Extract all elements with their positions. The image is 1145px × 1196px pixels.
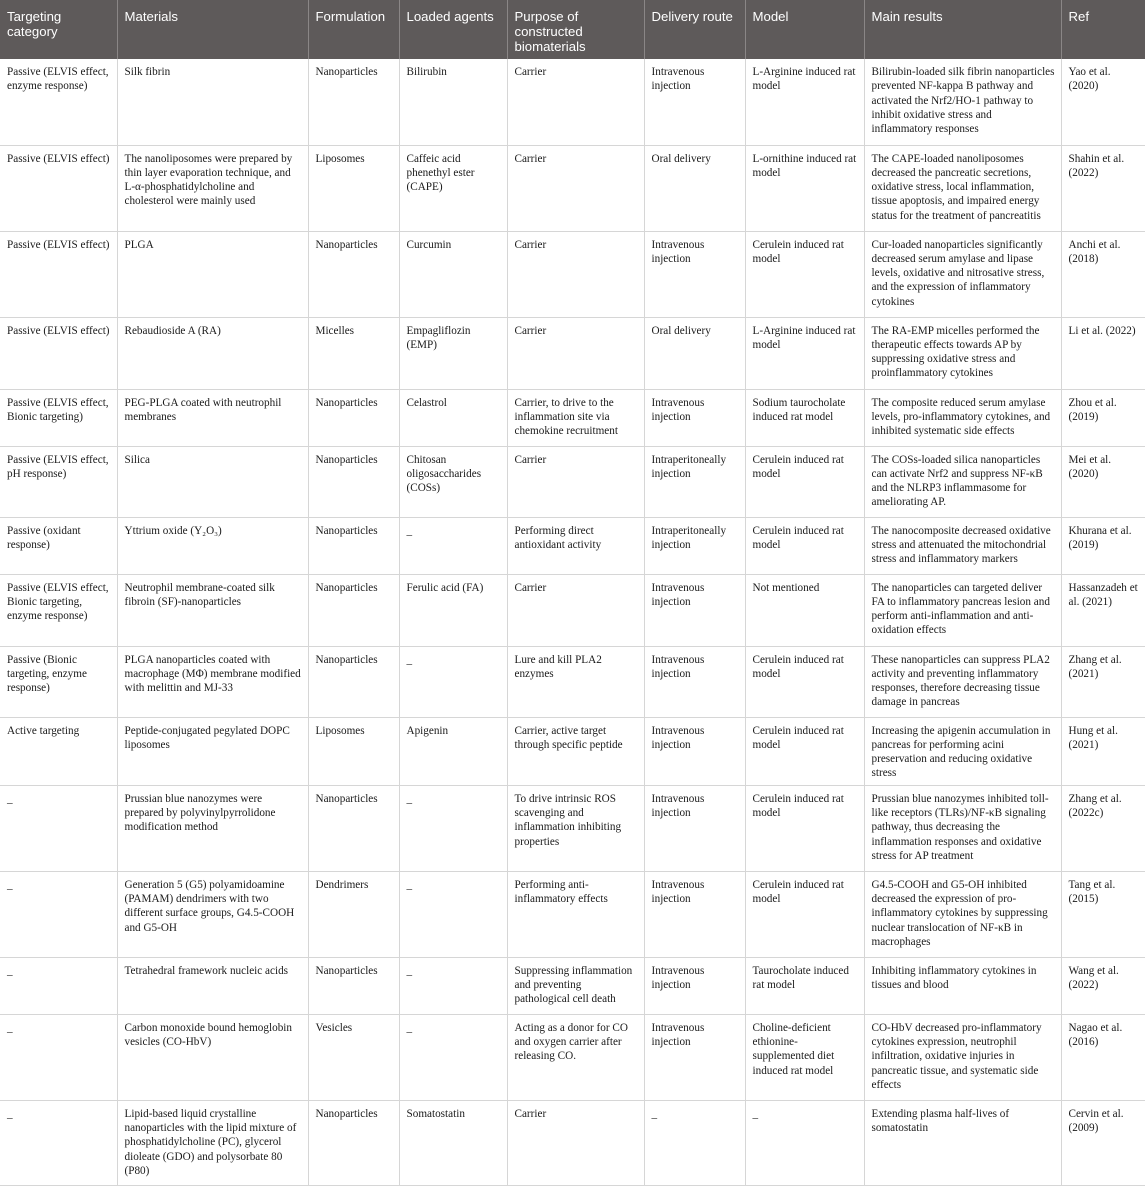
- main-results-cell: [864, 317, 1061, 389]
- cell-text: Not mentioned: [752, 581, 820, 594]
- cell-text: Nanoparticles: [315, 792, 378, 805]
- cell-text: These nanoparticles can suppress PLA2 activity and preventing inflammatory responses, therefore decreasing tissue damage in pancreas: [871, 653, 1050, 709]
- header-ref: Ref: [1061, 0, 1145, 59]
- cell-text: Active targeting: [7, 724, 80, 737]
- cell-text: _: [7, 792, 13, 805]
- cell-text: Cervin et al. (2009): [1068, 1107, 1124, 1134]
- cell-text: Sodium taurocholate induced rat model: [752, 396, 846, 423]
- targeting-category-cell: [0, 145, 117, 231]
- cell-text: L-ornithine induced rat model: [752, 152, 857, 179]
- cell-text: _: [406, 1021, 413, 1034]
- model-cell: [745, 957, 864, 1014]
- formulation-cell: [308, 574, 399, 646]
- cell-text: Nanoparticles: [315, 581, 378, 594]
- cell-text: Carbon monoxide bound hemoglobin vesicles (CO-HbV): [124, 1021, 292, 1048]
- cell-text: Passive (oxidant response): [7, 524, 81, 551]
- materials-cell: [117, 1014, 308, 1100]
- ref-cell: [1061, 871, 1145, 957]
- targeting-category-cell: [0, 231, 117, 317]
- cell-text: Cerulein induced rat model: [752, 653, 844, 680]
- ref-cell: [1061, 717, 1145, 785]
- cell-text: Increasing the apigenin accumulation in pancreas for performing acini preservation and reducing oxidative stress: [871, 724, 1051, 780]
- ref-cell: [1061, 574, 1145, 646]
- cell-text: Prussian blue nanozymes inhibited toll-like receptors (TLRs)/NF-κB signaling pathway, thus decreasing the inflammation responses and oxidative stress for AP treatment: [871, 792, 1049, 862]
- delivery-route-cell: [644, 717, 745, 785]
- main-results-cell: [864, 957, 1061, 1014]
- materials-cell: [117, 231, 308, 317]
- cell-text: _: [406, 878, 413, 891]
- cell-text: Oral delivery: [651, 324, 711, 337]
- cell-text: Chitosan oligosaccharides (COSs): [406, 453, 482, 495]
- cell-text: Apigenin: [406, 724, 449, 737]
- delivery-route-cell: [644, 871, 745, 957]
- formulation-cell: [308, 785, 399, 871]
- targeting-category-cell: [0, 59, 117, 145]
- loaded-agents-cell: [399, 59, 507, 145]
- formulation-cell: [308, 717, 399, 785]
- cell-text: Tetrahedral framework nucleic acids: [124, 964, 289, 977]
- cell-text: Carrier, active target through specific peptide: [514, 724, 623, 751]
- purpose-cell: [507, 1014, 644, 1100]
- loaded-agents-cell: [399, 517, 507, 574]
- main-results-cell: [864, 1014, 1061, 1100]
- targeting-category-cell: [0, 871, 117, 957]
- loaded-agents-cell: [399, 231, 507, 317]
- ref-cell: [1061, 1100, 1145, 1185]
- cell-text: Zhou et al. (2019): [1068, 396, 1117, 423]
- formulation-cell: [308, 145, 399, 231]
- purpose-cell: [507, 1100, 644, 1185]
- cell-text: The nanoliposomes were prepared by thin layer evaporation technique, and L-α-phosphatidylcholine and cholesterol were mainly used: [124, 152, 293, 208]
- cell-text: _: [7, 1021, 13, 1034]
- cell-text: Inhibiting inflammatory cytokines in tissues and blood: [871, 964, 1037, 991]
- cell-text: Suppressing inflammation and preventing pathological cell death: [514, 964, 633, 1006]
- loaded-agents-cell: [399, 871, 507, 957]
- cell-text: Bilirubin-loaded silk fibrin nanoparticles prevented NF-kappa B pathway and activated the Nrf2/HO-1 pathway to inhibit oxidative stress and inflammatory responses: [871, 66, 1055, 136]
- cell-text: Passive (ELVIS effect): [7, 324, 110, 337]
- formulation-cell: [308, 957, 399, 1014]
- cell-text: The COSs-loaded silica nanoparticles can activate Nrf2 and suppress NF-κB and the NLRP3 inflammasome for ameliorating AP.: [871, 453, 1043, 509]
- table-header: [0, 0, 1145, 59]
- main-results-cell: [864, 145, 1061, 231]
- cell-text: Yttrium oxide (Y₂O₃): [124, 524, 222, 537]
- model-cell: [745, 389, 864, 446]
- cell-text: _: [752, 1107, 759, 1120]
- ref-cell: [1061, 517, 1145, 574]
- header-targeting-category: Targeting category: [0, 0, 117, 59]
- cell-text: Cerulein induced rat model: [752, 524, 844, 551]
- cell-text: To drive intrinsic ROS scavenging and inflammation inhibiting properties: [514, 792, 622, 848]
- cell-text: Cerulein induced rat model: [752, 878, 844, 905]
- purpose-cell: [507, 317, 644, 389]
- model-cell: [745, 446, 864, 517]
- cell-text: PLGA: [124, 238, 154, 251]
- cell-text: Neutrophil membrane-coated silk fibroin (SF)-nanoparticles: [124, 581, 275, 608]
- delivery-route-cell: [644, 957, 745, 1014]
- cell-text: Carrier: [514, 66, 547, 78]
- cell-text: Cerulein induced rat model: [752, 792, 844, 819]
- loaded-agents-cell: [399, 646, 507, 717]
- header-main-results: Main results: [864, 0, 1061, 59]
- cell-text: The nanocomposite decreased oxidative stress and attenuated the mitochondrial stress and inflammatory markers: [871, 524, 1051, 566]
- ref-cell: [1061, 231, 1145, 317]
- cell-text: Intravenous injection: [651, 653, 705, 680]
- cell-text: Extending plasma half-lives of somatostatin: [871, 1107, 1010, 1134]
- cell-text: Passive (ELVIS effect): [7, 238, 110, 251]
- cell-text: Carrier: [514, 1107, 547, 1120]
- cell-text: Intravenous injection: [651, 238, 705, 265]
- cell-text: Nanoparticles: [315, 396, 378, 409]
- formulation-cell: [308, 59, 399, 145]
- cell-text: Peptide-conjugated pegylated DOPC liposomes: [124, 724, 290, 751]
- targeting-category-cell: [0, 574, 117, 646]
- cell-text: Cur-loaded nanoparticles significantly decreased serum amylase and lipase levels, oxidative and nitrosative stress, and the expression of inflammatory cytokines: [871, 238, 1045, 308]
- cell-text: Acting as a donor for CO and oxygen carrier after releasing CO.: [514, 1021, 628, 1063]
- cell-text: Nanoparticles: [315, 66, 378, 78]
- cell-text: Liposomes: [315, 152, 365, 165]
- table-row: [0, 145, 1145, 231]
- table-row: [0, 59, 1145, 145]
- cell-text: The RA-EMP micelles performed the therapeutic effects towards AP by suppressing oxidative stress and proinflammatory cytokines: [871, 324, 1040, 380]
- cell-text: Passive (ELVIS effect, Bionic targeting, enzyme response): [7, 581, 109, 623]
- header-model: Model: [745, 0, 864, 59]
- main-results-cell: [864, 871, 1061, 957]
- table-row: [0, 574, 1145, 646]
- cell-text: Ferulic acid (FA): [406, 581, 484, 594]
- model-cell: [745, 574, 864, 646]
- cell-text: Cerulein induced rat model: [752, 238, 844, 265]
- cell-text: Passive (ELVIS effect): [7, 152, 110, 165]
- cell-text: _: [406, 964, 413, 977]
- header-delivery-route: Delivery route: [644, 0, 745, 59]
- ref-cell: [1061, 389, 1145, 446]
- purpose-cell: [507, 517, 644, 574]
- formulation-cell: [308, 231, 399, 317]
- model-cell: [745, 717, 864, 785]
- purpose-cell: [507, 957, 644, 1014]
- targeting-category-cell: [0, 389, 117, 446]
- cell-text: Intravenous injection: [651, 792, 705, 819]
- targeting-category-cell: [0, 785, 117, 871]
- cell-text: Passive (ELVIS effect, Bionic targeting): [7, 396, 109, 423]
- table-row: [0, 1100, 1145, 1185]
- model-cell: [745, 1014, 864, 1100]
- cell-text: Liposomes: [315, 724, 365, 737]
- delivery-route-cell: [644, 389, 745, 446]
- main-results-cell: [864, 517, 1061, 574]
- loaded-agents-cell: [399, 957, 507, 1014]
- purpose-cell: [507, 574, 644, 646]
- cell-text: Carrier, to drive to the inflammation site via chemokine recruitment: [514, 396, 618, 438]
- materials-cell: [117, 646, 308, 717]
- cell-text: PLGA nanoparticles coated with macrophage (MΦ) membrane modified with melittin and MJ-33: [124, 653, 301, 695]
- loaded-agents-cell: [399, 717, 507, 785]
- main-results-cell: [864, 389, 1061, 446]
- table-row: [0, 717, 1145, 785]
- cell-text: The nanoparticles can targeted deliver FA to inflammatory pancreas lesion and perform anti-inflammation and anti-oxidation effects: [871, 581, 1050, 637]
- main-results-cell: [864, 1100, 1061, 1185]
- cell-text: Celastrol: [406, 396, 447, 409]
- cell-text: Nanoparticles: [315, 238, 378, 251]
- purpose-cell: [507, 717, 644, 785]
- ref-cell: [1061, 145, 1145, 231]
- cell-text: Empagliflozin (EMP): [406, 324, 471, 351]
- materials-cell: [117, 59, 308, 145]
- cell-text: _: [7, 878, 13, 891]
- cell-text: Nanoparticles: [315, 453, 378, 466]
- table-body: [0, 59, 1145, 1185]
- cell-text: Curcumin: [406, 238, 452, 251]
- cell-text: Tang et al. (2015): [1068, 878, 1116, 905]
- header-formulation: Formulation: [308, 0, 399, 59]
- targeting-category-cell: [0, 317, 117, 389]
- cell-text: Performing direct antioxidant activity: [514, 524, 602, 551]
- cell-text: Silk fibrin: [124, 66, 171, 78]
- purpose-cell: [507, 389, 644, 446]
- cell-text: _: [406, 524, 413, 537]
- cell-text: Nanoparticles: [315, 653, 378, 666]
- cell-text: Carrier: [514, 453, 547, 466]
- cell-text: Somatostatin: [406, 1107, 465, 1120]
- materials-cell: [117, 574, 308, 646]
- formulation-cell: [308, 446, 399, 517]
- cell-text: Intravenous injection: [651, 66, 705, 93]
- ref-cell: [1061, 317, 1145, 389]
- table-row: [0, 646, 1145, 717]
- cell-text: Li et al. (2022): [1068, 324, 1136, 337]
- cell-text: L-Arginine induced rat model: [752, 66, 856, 93]
- delivery-route-cell: [644, 785, 745, 871]
- model-cell: [745, 646, 864, 717]
- cell-text: Dendrimers: [315, 878, 369, 891]
- targeting-category-cell: [0, 446, 117, 517]
- delivery-route-cell: [644, 1100, 745, 1185]
- cell-text: Intraperitoneally injection: [651, 453, 727, 480]
- loaded-agents-cell: [399, 1014, 507, 1100]
- main-results-cell: [864, 717, 1061, 785]
- cell-text: Silica: [124, 453, 150, 466]
- delivery-route-cell: [644, 574, 745, 646]
- cell-text: Performing anti-inflammatory effects: [514, 878, 608, 905]
- materials-cell: [117, 871, 308, 957]
- loaded-agents-cell: [399, 1100, 507, 1185]
- main-results-cell: [864, 59, 1061, 145]
- cell-text: Intraperitoneally injection: [651, 524, 727, 551]
- cell-text: Bilirubin: [406, 66, 447, 78]
- cell-text: Passive (ELVIS effect, pH response): [7, 453, 109, 480]
- purpose-cell: [507, 446, 644, 517]
- table-row: [0, 446, 1145, 517]
- materials-cell: [117, 957, 308, 1014]
- model-cell: [745, 145, 864, 231]
- cell-text: Nanoparticles: [315, 1107, 378, 1120]
- main-results-cell: [864, 231, 1061, 317]
- materials-cell: [117, 717, 308, 785]
- targeting-category-cell: [0, 517, 117, 574]
- purpose-cell: [507, 145, 644, 231]
- main-results-cell: [864, 574, 1061, 646]
- cell-text: Vesicles: [315, 1021, 353, 1034]
- cell-text: Shahin et al. (2022): [1068, 152, 1125, 179]
- formulation-cell: [308, 517, 399, 574]
- cell-text: Carrier: [514, 581, 547, 594]
- cell-text: _: [651, 1107, 658, 1120]
- cell-text: Zhang et al. (2022c): [1068, 792, 1122, 819]
- ref-cell: [1061, 785, 1145, 871]
- cell-text: Oral delivery: [651, 152, 711, 165]
- cell-text: Khurana et al. (2019): [1068, 524, 1132, 551]
- model-cell: [745, 517, 864, 574]
- loaded-agents-cell: [399, 317, 507, 389]
- cell-text: Prussian blue nanozymes were prepared by polyvinylpyrrolidone modification method: [124, 792, 276, 834]
- cell-text: _: [7, 1107, 13, 1120]
- purpose-cell: [507, 59, 644, 145]
- header-purpose: Purpose of constructed biomaterials: [507, 0, 644, 59]
- delivery-route-cell: [644, 646, 745, 717]
- model-cell: [745, 317, 864, 389]
- purpose-cell: [507, 646, 644, 717]
- cell-text: Intravenous injection: [651, 396, 705, 423]
- cell-text: Nagao et al. (2016): [1068, 1021, 1123, 1048]
- materials-cell: [117, 1100, 308, 1185]
- purpose-cell: [507, 785, 644, 871]
- cell-text: Hung et al. (2021): [1068, 724, 1118, 751]
- delivery-route-cell: [644, 231, 745, 317]
- cell-text: Choline-deficient ethionine-supplemented diet induced rat model: [752, 1021, 835, 1077]
- cell-text: Taurocholate induced rat model: [752, 964, 849, 991]
- cell-text: Carrier: [514, 152, 547, 165]
- cell-text: Intravenous injection: [651, 878, 705, 905]
- main-results-cell: [864, 785, 1061, 871]
- model-cell: [745, 231, 864, 317]
- formulation-cell: [308, 1014, 399, 1100]
- table-row: [0, 871, 1145, 957]
- header-materials: Materials: [117, 0, 308, 59]
- materials-cell: [117, 389, 308, 446]
- ref-cell: [1061, 59, 1145, 145]
- cell-text: PEG-PLGA coated with neutrophil membranes: [124, 396, 282, 423]
- delivery-route-cell: [644, 446, 745, 517]
- table-row: [0, 389, 1145, 446]
- main-results-cell: [864, 446, 1061, 517]
- loaded-agents-cell: [399, 389, 507, 446]
- materials-cell: [117, 446, 308, 517]
- cell-text: Intravenous injection: [651, 964, 705, 991]
- targeting-category-cell: [0, 1100, 117, 1185]
- formulation-cell: [308, 646, 399, 717]
- formulation-cell: [308, 871, 399, 957]
- main-results-cell: [864, 646, 1061, 717]
- cell-text: Hassanzadeh et al. (2021): [1068, 581, 1138, 608]
- materials-cell: [117, 517, 308, 574]
- formulation-cell: [308, 1100, 399, 1185]
- delivery-route-cell: [644, 59, 745, 145]
- cell-text: Nanoparticles: [315, 964, 378, 977]
- formulation-cell: [308, 317, 399, 389]
- targeting-category-cell: [0, 957, 117, 1014]
- header-row: [0, 0, 1145, 59]
- cell-text: Intravenous injection: [651, 581, 705, 608]
- model-cell: [745, 1100, 864, 1185]
- table-row: [0, 1014, 1145, 1100]
- cell-text: Intravenous injection: [651, 1021, 705, 1048]
- targeting-category-cell: [0, 717, 117, 785]
- delivery-route-cell: [644, 145, 745, 231]
- materials-cell: [117, 317, 308, 389]
- cell-text: L-Arginine induced rat model: [752, 324, 856, 351]
- delivery-route-cell: [644, 317, 745, 389]
- cell-text: Rebaudioside A (RA): [124, 324, 221, 337]
- model-cell: [745, 59, 864, 145]
- cell-text: Passive (Bionic targeting, enzyme response): [7, 653, 87, 695]
- cell-text: Passive (ELVIS effect, enzyme response): [7, 66, 109, 93]
- ref-cell: [1061, 446, 1145, 517]
- cell-text: Lure and kill PLA2 enzymes: [514, 653, 602, 680]
- formulation-cell: [308, 389, 399, 446]
- table-row: [0, 785, 1145, 871]
- model-cell: [745, 785, 864, 871]
- loaded-agents-cell: [399, 785, 507, 871]
- cell-text: Lipid-based liquid crystalline nanoparticles with the lipid mixture of phosphatidylcholine (PC), glycerol dioleate (GDO) and polysorbate 80 (P80): [124, 1107, 297, 1177]
- header-loaded-agents: Loaded agents: [399, 0, 507, 59]
- delivery-route-cell: [644, 1014, 745, 1100]
- ref-cell: [1061, 1014, 1145, 1100]
- cell-text: Zhang et al. (2021): [1068, 653, 1122, 680]
- cell-text: Nanoparticles: [315, 524, 378, 537]
- table-row: [0, 957, 1145, 1014]
- purpose-cell: [507, 231, 644, 317]
- loaded-agents-cell: [399, 574, 507, 646]
- materials-cell: [117, 785, 308, 871]
- cell-text: Cerulein induced rat model: [752, 453, 844, 480]
- cell-text: The composite reduced serum amylase levels, pro-inflammatory cytokines, and inhibited systematic side effects: [871, 396, 1051, 438]
- cell-text: Caffeic acid phenethyl ester (CAPE): [406, 152, 475, 194]
- targeting-category-cell: [0, 1014, 117, 1100]
- cell-text: G4.5-COOH and G5-OH inhibited decreased the expression of pro-inflammatory cytokines by suppressing nuclear translocation of NF-κB in macrophages: [871, 878, 1048, 948]
- cell-text: _: [7, 964, 13, 977]
- cell-text: Generation 5 (G5) polyamidoamine (PAMAM) dendrimers with two different surface groups, G4.5-COOH and G5-OH: [124, 878, 295, 934]
- ref-cell: [1061, 646, 1145, 717]
- cell-text: Wang et al. (2022): [1068, 964, 1119, 991]
- delivery-route-cell: [644, 517, 745, 574]
- table-row: [0, 231, 1145, 317]
- cell-text: The CAPE-loaded nanoliposomes decreased the pancreatic secretions, oxidative stress, local inflammation, tissue apoptosis, and impaired energy status for the treatment of pancreatitis: [871, 152, 1041, 222]
- targeting-category-cell: [0, 646, 117, 717]
- cell-text: Carrier: [514, 324, 547, 337]
- cell-text: Intravenous injection: [651, 724, 705, 751]
- cell-text: Carrier: [514, 238, 547, 251]
- loaded-agents-cell: [399, 145, 507, 231]
- ref-cell: [1061, 957, 1145, 1014]
- cell-text: Mei et al. (2020): [1068, 453, 1112, 480]
- cell-text: CO-HbV decreased pro-inflammatory cytokines expression, neutrophil infiltration, oxidative injuries in pancreatic tissue, and systematic side effects: [871, 1021, 1042, 1091]
- model-cell: [745, 871, 864, 957]
- cell-text: Micelles: [315, 324, 355, 337]
- cell-text: _: [406, 653, 413, 666]
- purpose-cell: [507, 871, 644, 957]
- cell-text: Cerulein induced rat model: [752, 724, 844, 751]
- loaded-agents-cell: [399, 446, 507, 517]
- cell-text: Yao et al. (2020): [1068, 66, 1111, 93]
- cell-text: Anchi et al. (2018): [1068, 238, 1121, 265]
- materials-cell: [117, 145, 308, 231]
- table-row: [0, 317, 1145, 389]
- table-row: [0, 517, 1145, 574]
- cell-text: _: [406, 792, 413, 805]
